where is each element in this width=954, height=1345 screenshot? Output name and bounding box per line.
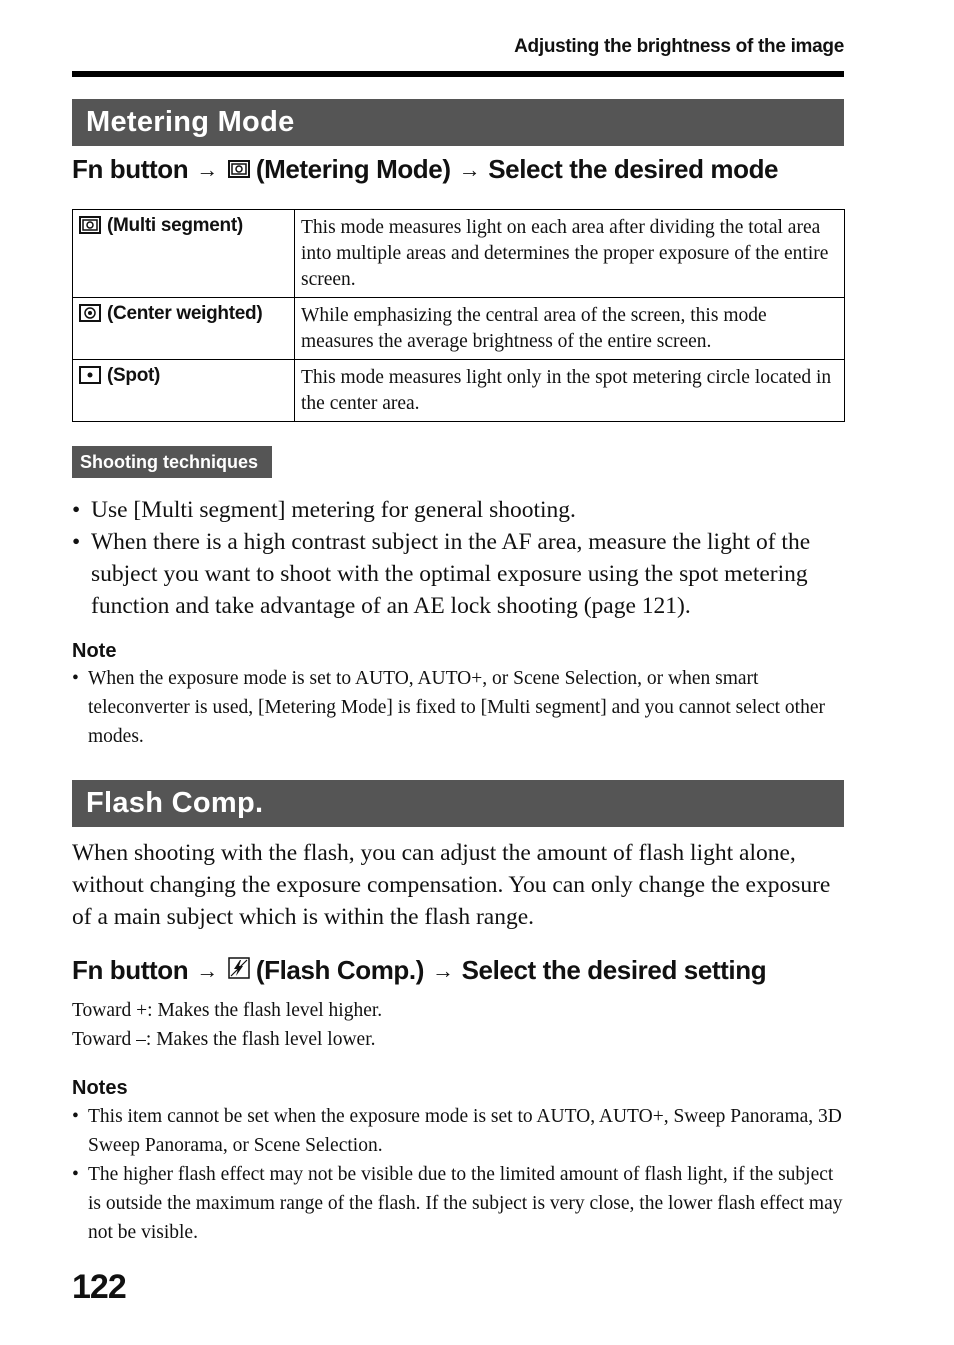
arrow-icon: → (458, 156, 481, 182)
list-item: • Use [Multi segment] metering for general shooting. (72, 494, 852, 526)
arrow-icon: → (431, 957, 454, 983)
page-number: 122 (72, 1268, 126, 1306)
setting-line: Toward +: Makes the flash level higher. (72, 1000, 383, 1021)
mode-name: (Spot) (107, 365, 161, 386)
flash-comp-intro: When shooting with the flash, you can adjust the amount of flash light alone, without changing the exposure compensation. You can only change the exposure of a main subject which is within the flash range. (72, 840, 831, 930)
multi-segment-metering-icon (228, 154, 250, 185)
flash-comp-icon (228, 955, 250, 986)
metering-mode-table (72, 209, 845, 422)
flash-notes-list (72, 1102, 844, 1247)
list-item: • When the exposure mode is set to AUTO, AUTO+, or Scene Selection, or when smart teleconverter is used, [Metering Mode] is fixed to [Multi segment] and you cannot select other modes. (72, 664, 844, 751)
multi-segment-metering-icon (79, 216, 101, 234)
procedure-item: (Metering Mode) (255, 154, 451, 184)
list-item: • When there is a high contrast subject in the AF area, measure the light of the subject you want to shoot with the optimal exposure using the spot metering function and take advantage of an AE lock shooting (page 121). (72, 526, 852, 622)
arrow-icon: → (196, 957, 218, 983)
section-title-metering-mode: Metering Mode (72, 99, 844, 146)
note-heading: Note (72, 640, 117, 662)
procedure-end: Select the desired setting (461, 955, 767, 985)
header-rule (72, 71, 844, 77)
running-header: Adjusting the brightness of the image (514, 36, 844, 57)
center-weighted-metering-icon (79, 304, 101, 322)
shooting-techniques-label: Shooting techniques (72, 446, 272, 478)
mode-description: While emphasizing the central area of the screen, this mode measures the average brightness of the entire screen. (295, 298, 845, 360)
procedure-flash-comp (72, 955, 766, 986)
procedure-end: Select the desired mode (488, 154, 779, 184)
mode-name: (Center weighted) (107, 303, 263, 324)
shooting-techniques-list (72, 494, 852, 622)
flash-comp-settings (72, 996, 844, 1054)
procedure-metering-mode (72, 154, 778, 185)
table-row (73, 298, 845, 360)
table-row (73, 360, 845, 422)
mode-name-cell (73, 298, 295, 360)
mode-name-cell (73, 210, 295, 298)
mode-name-cell (73, 360, 295, 422)
section-title-flash-comp: Flash Comp. (72, 780, 844, 827)
procedure-start: Fn button (72, 154, 189, 184)
list-item: • This item cannot be set when the exposure mode is set to AUTO, AUTO+, Sweep Panorama, 3D Sweep Panorama, or Scene Selection. (72, 1102, 844, 1160)
list-item: • The higher flash effect may not be visible due to the limited amount of flash light, if the subject is outside the maximum range of the flash. If the subject is very close, the lower flash effect may not be visible. (72, 1160, 844, 1247)
metering-notes-list (72, 664, 844, 751)
procedure-item: (Flash Comp.) (255, 955, 424, 985)
arrow-icon: → (196, 156, 218, 182)
setting-line: Toward –: Makes the flash level lower. (72, 1029, 376, 1050)
mode-description: This mode measures light only in the spot metering circle located in the center area. (295, 360, 845, 422)
table-row (73, 210, 845, 298)
spot-metering-icon (79, 366, 101, 384)
procedure-start: Fn button (72, 955, 189, 985)
mode-name: (Multi segment) (107, 215, 243, 236)
mode-description: This mode measures light on each area after dividing the total area into multiple areas and determines the proper exposure of the entire screen. (295, 210, 845, 298)
notes-heading: Notes (72, 1077, 128, 1099)
